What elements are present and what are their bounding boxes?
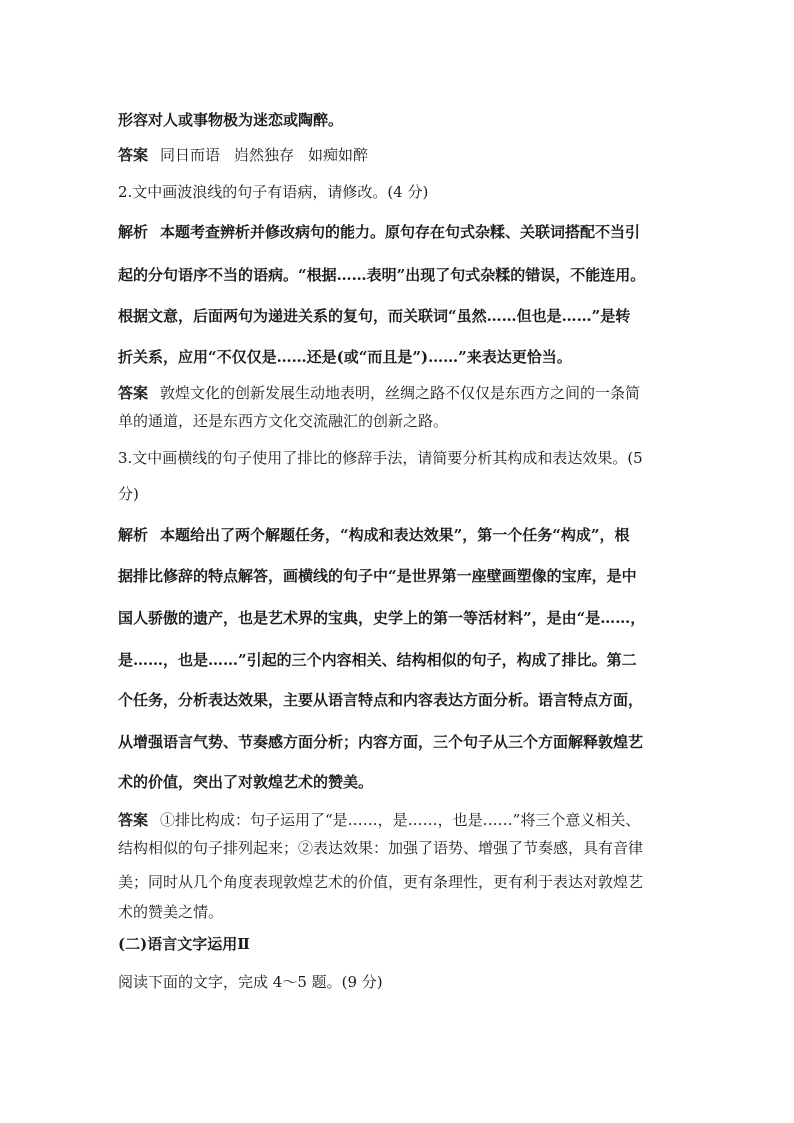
reading-instruction: 阅读下面的文字，完成 4～5 题。(9 分) — [118, 973, 383, 991]
answer-term-3: 如痴如醉 — [308, 146, 369, 164]
analysis-2-line-4: 折关系，应用“不仅仅是……还是(或“而且是”)……”来表达更恰当。 — [118, 348, 572, 366]
analysis-3-line-2: 据排比修辞的特点解答，画横线的句子中“是世界第一座壁画塑像的宝库，是中 — [118, 567, 637, 585]
analysis-3-line-7: 术的价值，突出了对敦煌艺术的赞美。 — [118, 773, 374, 791]
analysis-3-line-6: 从增强语言气势、节奏感方面分析；内容方面，三个句子从三个方面解释敦煌艺 — [118, 733, 644, 751]
answer-term-1: 同日而语 — [160, 146, 221, 164]
answer-1 — [118, 145, 368, 165]
answer-text: ①排比构成：句子运用了“是……，是……，也是……”将三个意义相关、 — [160, 811, 641, 829]
question-3-line-1: 3.文中画横线的句子使用了排比的修辞手法，请简要分析其构成和表达效果。(5 — [118, 449, 643, 467]
analysis-2-line-3: 根据文意，后面两句为递进关系的复句，而关联词“虽然……但也是……”是转 — [118, 307, 631, 325]
analysis-label: 解析 — [118, 526, 149, 544]
analysis-text: 本题给出了两个解题任务，“构成和表达效果”，第一个任务“构成”，根 — [160, 526, 630, 544]
analysis-2-line-2: 起的分句语序不当的语病。“根据……表明”出现了句式杂糅的错误，不能连用。 — [118, 266, 646, 284]
answer-text: 敦煌文化的创新发展生动地表明，丝绸之路不仅仅是东西方之间的一条简 — [160, 384, 641, 402]
answer-3-line-1 — [118, 810, 640, 830]
section-heading: (二)语言文字运用Ⅱ — [118, 935, 250, 953]
answer-label: 答案 — [118, 146, 149, 164]
analysis-3-line-1 — [118, 525, 630, 545]
answer-2-line-2: 单的通道，还是东西方文化交流融汇的创新之路。 — [118, 412, 449, 430]
analysis-label: 解析 — [118, 223, 149, 241]
answer-3-line-2: 结构相似的句子排列起来；②表达效果：加强了语势、增强了节奏感，具有音律 — [118, 839, 644, 857]
question-2: 2.文中画波浪线的句子有语病，请修改。(4 分) — [118, 183, 429, 201]
analysis-3-line-3: 国人骄傲的遗产，也是艺术界的宝典，史学上的第一等活材料”，是由“是……， — [118, 609, 646, 627]
answer-3-line-4: 术的赞美之情。 — [118, 903, 224, 921]
definition-line: 形容对人或事物极为迷恋或陶醉。 — [118, 111, 344, 129]
answer-label: 答案 — [118, 811, 149, 829]
analysis-2-line-1 — [118, 222, 640, 242]
answer-2-line-1 — [118, 383, 640, 403]
analysis-3-line-4: 是……，也是……”引起的三个内容相关、结构相似的句子，构成了排比。第二 — [118, 651, 637, 669]
analysis-3-line-5: 个任务，分析表达效果，主要从语言特点和内容表达方面分析。语言特点方面， — [118, 691, 644, 709]
answer-label: 答案 — [118, 384, 149, 402]
question-3-line-2: 分) — [118, 485, 139, 503]
analysis-text: 本题考查辨析并修改病句的能力。原句存在句式杂糅、关联词搭配不当引 — [160, 223, 641, 241]
answer-term-2: 岿然独存 — [234, 146, 295, 164]
answer-3-line-3: 美；同时从几个角度表现敦煌艺术的价值，更有条理性，更有利于表达对敦煌艺 — [118, 873, 644, 891]
